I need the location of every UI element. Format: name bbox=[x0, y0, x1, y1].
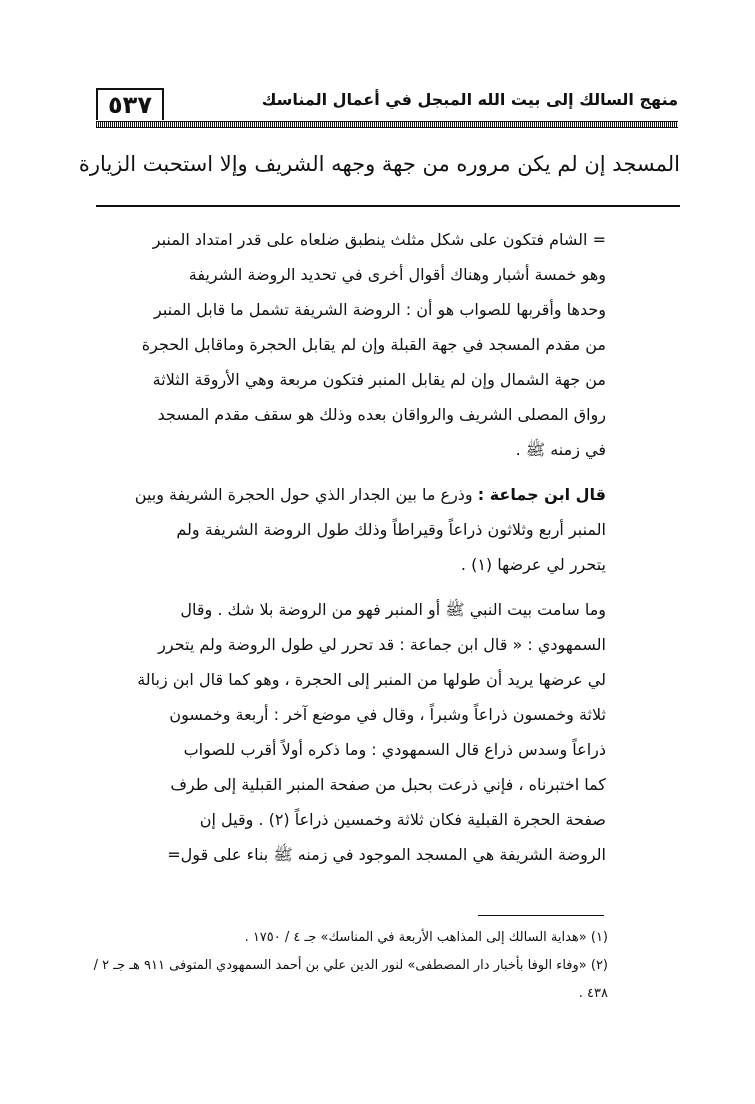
text-line: = الشام فتكون على شكل مثلث ينطبق ضلعاه على قدر امتداد المنبر bbox=[152, 230, 606, 249]
header-rule bbox=[96, 121, 678, 128]
text-line: وحدها وأقربها للصواب هو أن : الروضة الشريفة تشمل ما قابل المنبر bbox=[153, 300, 606, 319]
text-line bbox=[96, 477, 606, 512]
text-line: رواق المصلى الشريف والرواقان بعده وذلك هو سقف مقدم المسجد bbox=[157, 405, 606, 424]
text-line: الروضة الشريفة هي المسجد الموجود في زمنه ﷺ بناء على قول= bbox=[167, 845, 606, 864]
commentary-text bbox=[96, 222, 606, 872]
paragraph-gap bbox=[96, 467, 606, 477]
footnote-rule bbox=[478, 915, 604, 916]
text-line: لي عرضها يريد أن طولها من المنبر إلى الحجرة ، وهو كما قال ابن زبالة bbox=[137, 670, 606, 689]
text-line: من مقدم المسجد في جهة القبلة وإن لم يقابل الحجرة وماقابل الحجرة bbox=[141, 335, 606, 354]
text-line: وهو خمسة أشبار وهناك أقوال أخرى في تحديد الروضة الشريفة bbox=[188, 265, 606, 284]
paragraph-gap bbox=[96, 582, 606, 592]
text-line: صفحة الحجرة القبلية فكان ثلاثة وخمسين ذراعاً (٢) . وقيل إن bbox=[199, 810, 606, 829]
footnote-line: (١) «هداية السالك إلى المذاهب الأربعة في المناسك» جـ ٤ / ١٧٥٠ . bbox=[244, 930, 608, 945]
quoted-author-lead: قال ابن جماعة : bbox=[477, 485, 606, 504]
text-line: في زمنه ﷺ . bbox=[515, 440, 606, 459]
text-line: ثلاثة وخمسون ذراعاً وشبراً ، وقال في موضع آخر : أربعة وخمسون bbox=[169, 705, 606, 724]
footnote-line: ٤٣٨ . bbox=[578, 986, 608, 1001]
footnotes bbox=[93, 924, 608, 1008]
text-line-rest: وذرع ما بين الجدار الذي حول الحجرة الشريفة وبين bbox=[134, 485, 478, 504]
text-line: من جهة الشمال وإن لم يقابل المنبر فتكون مربعة وهي الأروقة الثلاثة bbox=[152, 370, 606, 389]
text-line: السمهودي : « قال ابن جماعة : قد تحرر لي طول الروضة ولم يتحرر bbox=[158, 635, 606, 654]
book-title: منهج السالك إلى بيت الله المبجل في أعمال المناسك bbox=[261, 90, 678, 109]
running-header bbox=[96, 88, 678, 128]
continued-main-text-line: المسجد إن لم يكن مروره من جهة وجهه الشريف وإلا استحبت الزيارة bbox=[78, 152, 680, 176]
text-line: ذراعاً وسدس ذراع قال السمهودي : وما ذكره أولاً أقرب للصواب bbox=[183, 740, 606, 759]
section-separator bbox=[96, 205, 680, 207]
text-line: كما اختبرناه ، فإني ذرعت بحبل من صفحة المنبر القبلية إلى طرف bbox=[170, 775, 606, 794]
footnote-line: (٢) «وفاء الوفا بأخبار دار المصطفى» لنور الدين علي بن أحمد السمهودي المتوفى ٩١١ هـ جـ ٢ / bbox=[93, 958, 608, 973]
text-line: يتحرر لي عرضها (١) . bbox=[460, 555, 606, 574]
text-line: المنبر أربع وثلاثون ذراعاً وقيراطاً وذلك طول الروضة الشريفة ولم bbox=[176, 520, 606, 539]
page-number: ٥٣٧ bbox=[96, 88, 164, 120]
text-line: وما سامت بيت النبي ﷺ أو المنبر فهو من الروضة بلا شك . وقال bbox=[180, 600, 606, 619]
